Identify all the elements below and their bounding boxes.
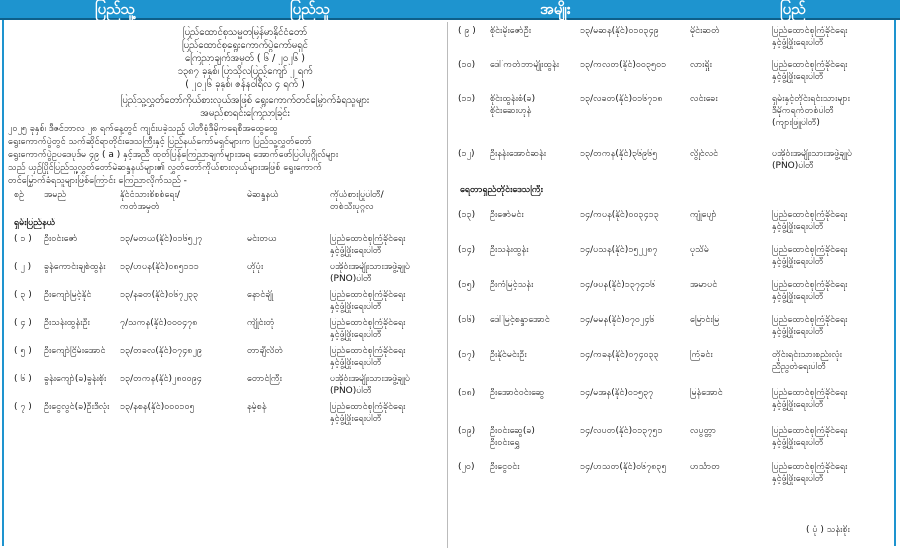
header-title: အမည်စာရင်းကြေညာခြင်း	[200, 108, 290, 119]
constituency: ဟိုပုံး	[247, 262, 264, 272]
party: နှင့်ဖွံ့ဖြိုးရေးပါတီ	[330, 358, 382, 368]
nrc-number: ၁၄/လပတ(နိုင်)၀၁၃၇၅၁	[580, 426, 663, 436]
party: နှင့်ဖွံ့ဖြိုးရေးပါတီ	[772, 72, 824, 82]
nrc-number: ၁၄/ကခန(နိုင်)၀၇၄၀၃၃	[580, 350, 659, 360]
nrc-number: ၁၃/တကန(နိုင်)၃၆၉၆၅	[580, 149, 658, 159]
header-line: ကြေညာချက်အမှတ် ( ၆ / ၂၀၂၆ )	[185, 53, 305, 64]
member-name: ဦးအောင်ဝင်းဆွေ	[490, 388, 545, 398]
row-number: (၁၄)	[458, 245, 476, 255]
header-title: ပြည်သူ့လွှတ်တော်ကိုယ်စားလှယ်အဖြစ် ရွေးကောက်တင်မြှောက်ခံရသူများ	[120, 95, 370, 106]
row-number: (၁၂)	[458, 149, 475, 159]
party: ပြည်ထောင်စုကြံခိုင်ရေး	[772, 315, 848, 325]
member-name: ဦးဇော်မင်း	[490, 210, 524, 220]
header-line: ပြည်ထောင်စုသမ္မတမြန်မာနိုင်ငံတော်	[183, 27, 307, 38]
constituency: အမာပင်	[690, 280, 718, 290]
member-name: ဦးကျော်ငြိမ်းအောင်	[44, 346, 106, 356]
party: (PNO)ပါတီ	[772, 161, 814, 171]
nrc-number: ၁၄/ဖပန(နိုင်)၁၃၇၄၁၆	[580, 280, 656, 290]
party: ပြည်ထောင်စုကြံခိုင်ရေး	[330, 402, 406, 412]
constituency: လွိုင်လင်	[690, 149, 719, 159]
member-name: ဦးကျော်မြင့်နိုင်	[44, 290, 92, 300]
signature: ( ပုံ ) သန်းစိုး	[806, 525, 850, 535]
member-name: ဦးနန်းအောင်ဆန်း	[490, 149, 547, 159]
party: ပြည်ထောင်စုကြံခိုင်ရေး	[772, 388, 848, 398]
row-number: (၁၈)	[458, 388, 476, 398]
column-divider	[447, 22, 448, 548]
row-number: (၁၉)	[458, 426, 476, 436]
row-number: ( ၄ )	[14, 318, 32, 328]
party: ပြည်ထောင်စုကြံခိုင်ရေး	[772, 426, 848, 436]
party: နှင့်ဖွံ့ဖြိုးရေးပါတီ	[772, 438, 824, 448]
constituency: တာချီလိတ်	[247, 346, 284, 356]
party: နှင့်ဖွံ့ဖြိုးရေးပါတီ	[772, 292, 824, 302]
party: ပြည်ထောင်စုကြံခိုင်ရေး	[772, 210, 848, 220]
row-number: (၁၅)	[458, 280, 476, 290]
party: (PNO)ပါတီ	[330, 386, 372, 396]
party: နှင့်ဖွံ့ဖြိုးရေးပါတီ	[772, 327, 824, 337]
member-name: ဦးငွေဝင်း	[490, 462, 520, 472]
constituency: လားရှိုး	[690, 60, 712, 70]
col-header-party: ကိုယ်စားပြုပါတီ/	[330, 190, 384, 200]
member-name: စိုင်းထွန်းစံ(ခ)	[490, 94, 536, 104]
party: နှင့်ဖွံ့ဖြိုးရေးပါတီ	[330, 246, 382, 256]
row-number: ( ၇ )	[14, 402, 32, 412]
party: ပအိုဝ်းအမျိုးသားအဖွဲ့ချုပ်	[330, 374, 411, 384]
party: (PNO)ပါတီ	[330, 274, 372, 284]
col-header-nrc: နိုင်ငံသားစိစစ်ရေး/	[120, 190, 180, 200]
col-header-party: တစ်သီးပုဂ္ဂလ	[330, 202, 374, 212]
party: ပြည်ထောင်စုကြံခိုင်ရေး	[330, 234, 406, 244]
row-number: (၂၀)	[458, 462, 475, 472]
party: ပြည်ထောင်စုကြံခိုင်ရေး	[772, 280, 848, 290]
constituency: မြန်အောင်	[690, 388, 723, 398]
body-paragraph-line: ရွေးကောက်ပွဲဥပဒေပုဒ်မ ၄၉ ( a ) နှင့်အညီ ထုတ်ပြန်ကြေညာချက်များအရ အောက်ဖော်ပြပါပုဂ္ဂိုလ်များ	[8, 150, 339, 160]
party: ရှမ်းနှင့်တိုင်းရင်းသားများ	[772, 94, 850, 104]
constituency: ကျိုင်းတုံ	[247, 318, 275, 328]
row-number: ( ၁ )	[14, 234, 32, 244]
nrc-number: ၁၃/လခတ(နိုင်)၀၁၆၇၁၈	[580, 94, 663, 104]
party: ပြည်ထောင်စုကြံခိုင်ရေး	[772, 26, 848, 36]
row-number: (၁၀)	[458, 60, 476, 70]
body-paragraph-line: တင်မြှောက်ခံရသူများဖြစ်ကြောင်း ကြေညာလိုက်သည် -	[8, 176, 187, 186]
nrc-number: ၁၄/ကပန(နိုင်)၀၀၃၄၁၃	[580, 210, 659, 220]
party: ပြည်ထောင်စုကြံခိုင်ရေး	[772, 60, 848, 70]
row-number: (၁၃)	[458, 210, 476, 220]
row-number: ( ၃ )	[14, 290, 32, 300]
nrc-number: ၁၃/မတယ(နိုင်)၀၁၆၅၂၇	[120, 234, 203, 244]
nrc-number: ၁၃/တကန(နိုင်)၂၈၀၀၉၄	[120, 374, 202, 384]
member-name: ဒေါ်မြင့်စန္ဒာအောင်	[490, 315, 550, 325]
party: ညီညွတ်ရေးပါတီ	[772, 362, 826, 372]
party: ပြည်ထောင်စုကြံခိုင်ရေး	[330, 318, 406, 328]
row-number: (၁၆)	[458, 315, 476, 325]
body-paragraph-line: သည် ယှဉ်ပြိုင်ပြည်သူ့လွှတ်တော်မဲဆန္ဒနယ်များ၏ လွှတ်တော်ကိုယ်စားလှယ်များအဖြစ် ရွေးကောက်	[8, 163, 322, 173]
member-name: ခွန်းကျော်(ခ)ခွန်းစိုး	[44, 374, 107, 384]
constituency: ဟင်္သာတ	[690, 462, 720, 472]
constituency: ပုသိမ်	[690, 245, 709, 255]
section-heading: ရေတာရှည်တိုင်းဒေသကြီး	[460, 185, 543, 195]
constituency: လင်းခေး	[690, 94, 718, 104]
constituency: မိုင်းဆတ်	[690, 26, 720, 36]
party: ပြည်ထောင်စုကြံခိုင်ရေး	[330, 290, 406, 300]
col-header-no: စဉ်	[14, 190, 25, 200]
party: တိုင်းရင်းသားစည်းလုံး	[772, 350, 842, 360]
party: နှင့်ဖွံ့ဖြိုးရေးပါတီ	[330, 330, 382, 340]
nrc-number: ၁၃/နစန(နိုင်)၀၀၀၁၀၅	[120, 402, 195, 412]
nrc-number: ၁၃/တခလ(နိုင်)၀၇၄၈၂၉	[120, 346, 202, 356]
row-number: ( ၆ )	[14, 374, 32, 384]
header-line: ၁၃၈၇ ခုနှစ်၊ ပြာသိုလပြည့်ကျော် ၂ ရက်	[177, 66, 313, 77]
row-number: ( ၂ )	[14, 262, 32, 272]
nrc-number: ၁၃/ကလတ(နိုင်)၀၀၃၅၀၁	[580, 60, 667, 70]
party: နှင့်ဖွံ့ဖြိုးရေးပါတီ	[772, 38, 824, 48]
nrc-number: ၁၄/ဟသတ(နိုင်)၀၆၇၈၃၅	[580, 462, 667, 472]
header-line: ပြည်ထောင်စုရွေးကောက်ပွဲကော်မရှင်	[182, 40, 308, 51]
nrc-number: ၇/သကန(နိုင်)၀၀၀၄၇၈	[120, 318, 198, 328]
constituency: မြောင်းမြ	[690, 315, 720, 325]
constituency: နောင်ချို	[247, 290, 274, 300]
nrc-number: ၁၄/မအန(နိုင်)၀၁၅၃၇	[580, 388, 654, 398]
party: ပအိုဝ်းအမျိုးသားအဖွဲ့ချုပ်	[772, 149, 853, 159]
nrc-number: ၁၃/နခတ(နိုင်)၀၆၇၂၃၃	[120, 290, 199, 300]
constituency: ကြံခင်း	[690, 350, 713, 360]
constituency: ကျုံပျော်	[690, 210, 717, 220]
body-paragraph-line: ၂၀၂၅ ခုနှစ်၊ ဒီဇင်ဘာလ ၂၈ ရက်နေ့တွင် ကျင်းပခဲ့သည့် ပါတီစုံဒီမိုကရေစီအထွေထွေ	[8, 124, 278, 134]
col-header-name: အမည်	[44, 190, 67, 200]
row-number: (၁၇)	[458, 350, 476, 360]
member-name: ခွန်ကောင်းချစ်ထွန်း	[44, 262, 106, 272]
body-paragraph-line: ရွေးကောက်ပွဲတွင် သက်ဆိုင်ရာတိုင်းဒေသကြီးနှင့် ပြည်နယ်ကော်မရှင်များက ပြည်သူ့လွှတ်တော်	[8, 137, 312, 147]
col-header-constituency: မဲဆန္ဒနယ်	[247, 190, 279, 200]
party: နှင့်ဖွံ့ဖြိုးရေးပါတီ	[772, 257, 824, 267]
member-name: စိုင်းဆေးဟုန်	[490, 106, 532, 116]
party: (ကျားဖြူပါတီ)	[772, 118, 820, 128]
member-name: ဦးငွေလွင်(ခ)ဦးဒီလုံး	[44, 402, 110, 412]
party: ဒီမိုကရက်တစ်ပါတီ	[772, 106, 834, 116]
member-name: ဦးကံမြင့်သန်း	[490, 280, 534, 290]
party: ပအိုဝ်းအမျိုးသားအဖွဲ့ချုပ်	[330, 262, 411, 272]
party: နှင့်ဖွံ့ဖြိုးရေးပါတီ	[772, 222, 824, 232]
member-name: ဦးသန်းထွန်းဦး	[44, 318, 90, 328]
constituency: နမ့်စန်	[247, 402, 267, 412]
party: ပြည်ထောင်စုကြံခိုင်ရေး	[772, 462, 848, 472]
banner-text: အမျိုး	[540, 0, 571, 18]
row-number: ( ၉ )	[458, 26, 476, 36]
member-name: ဦးဝင်းဇော်	[44, 234, 78, 244]
constituency: လပွတ္တာ	[690, 426, 717, 436]
constituency: မင်းတယ	[247, 234, 277, 244]
col-header-nrc: ကတ်အမှတ်	[120, 202, 160, 212]
member-name: ဦးဝင်းဆွေ(ခ)	[490, 426, 535, 436]
constituency: တောင်ကြီး	[247, 374, 282, 384]
nrc-number: ၁၄/ပသန(နိုင်)၁၅၂၂၈၇	[580, 245, 658, 255]
top-banner	[0, 0, 900, 20]
member-name: ဦးနိုင်မင်းဦး	[490, 350, 527, 360]
nrc-number: ၁၄/မမန(နိုင်)၀၇၀၂၄၆	[580, 315, 655, 325]
member-name: ဒေါ်ကတ်ဘာမျိုးထွန်း	[490, 60, 560, 70]
party: ပြည်ထောင်စုကြံခိုင်ရေး	[330, 346, 406, 356]
banner-text: ပြည်သူ့	[95, 0, 136, 18]
party: နှင့်ဖွံ့ဖြိုးရေးပါတီ	[330, 414, 382, 424]
party: နှင့်ဖွံ့ဖြိုးရေးပါတီ	[772, 400, 824, 410]
banner-text: ပြည်သူ	[290, 0, 331, 18]
nrc-number: ၁၃/မဆန(နိုင်)၀၁၀၃၄၉	[580, 26, 659, 36]
header-line: ( ၂၀၂၆ ခုနှစ်၊ ဇန်နဝါရီလ ၄ ရက် )	[185, 79, 305, 90]
section-heading: ရှမ်းပြည်နယ်	[14, 218, 56, 228]
member-name: ဦးသန်းထွန်း	[490, 245, 529, 255]
party: နှင့်ဖွံ့ဖြိုးရေးပါတီ	[772, 474, 824, 484]
member-name: ဦးဝင်းရွှေ	[490, 438, 520, 448]
nrc-number: ၁၃/ဟပန(နိုင်)၀၈၅၁၁၁	[120, 262, 199, 272]
row-number: (၁၁)	[458, 94, 476, 104]
row-number: ( ၅ )	[14, 346, 32, 356]
party: နှင့်ဖွံ့ဖြိုးရေးပါတီ	[330, 302, 382, 312]
banner-text: ပြည်	[780, 0, 806, 18]
member-name: စိုင်းမိုးဇော်ဦး	[490, 26, 531, 36]
party: ပြည်ထောင်စုကြံခိုင်ရေး	[772, 245, 848, 255]
